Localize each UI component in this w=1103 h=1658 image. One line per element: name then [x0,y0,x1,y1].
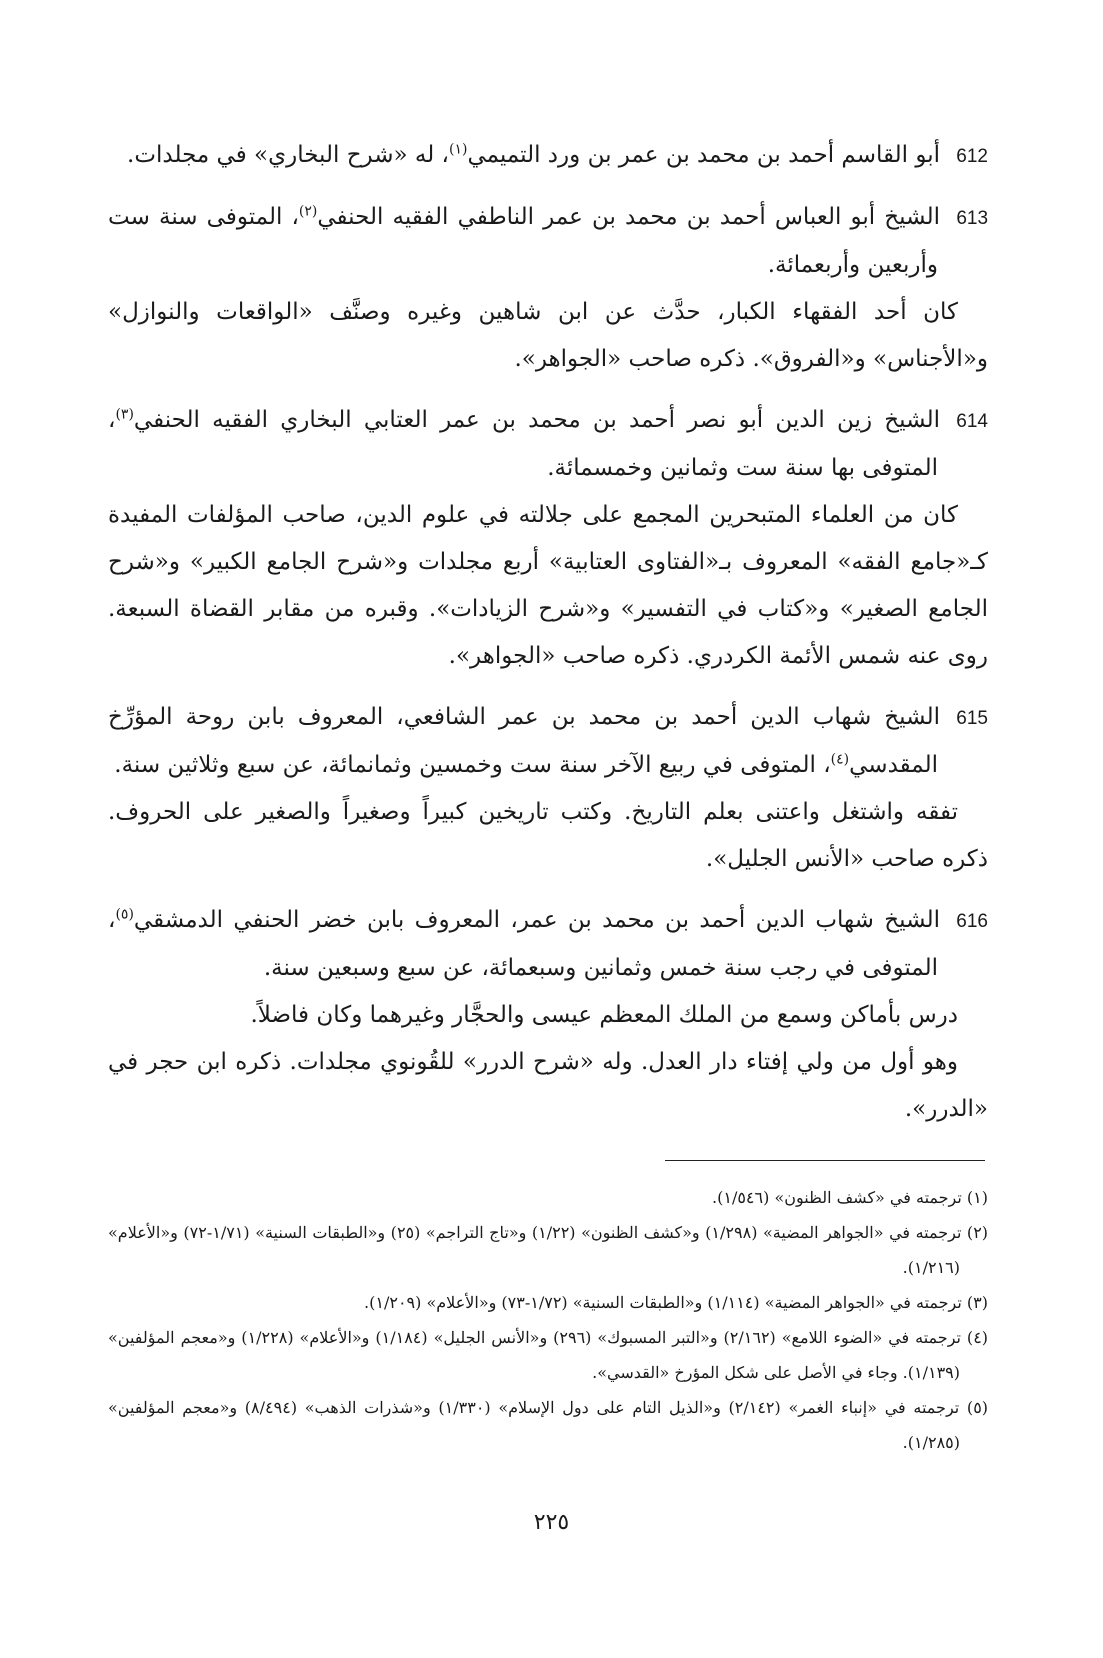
footnotes [108,1180,988,1460]
entry-number: 615 [956,708,988,729]
entry-paragraph: تفقه واشتغل واعتنى بعلم التاريخ. وكتب تاريخين كبيراً وصغيراً والصغير على الحروف. ذكره صاحب «الأنس الجليل». [108,799,988,872]
entry-heading-rest: ، المتوفى في رجب سنة خمس وثمانين وسبعمائة، عن سبع وسبعين سنة. [108,907,938,981]
footnote-ref: (٣) [115,406,134,423]
entry-number: 613 [956,208,989,229]
entry-paragraph: وهو أول من ولي إفتاء دار العدل. وله «شرح الدرر» للقُونوي مجلدات. ذكره ابن حجر في «الدرر». [108,1049,988,1122]
main-text [108,132,988,1147]
entry-name: الشيخ شهاب الدين أحمد بن محمد بن عمر، المعروف بابن خضر الحنفي الدمشقي [133,907,940,933]
entry-name: الشيخ أبو العباس أحمد بن محمد بن عمر الناطفي الفقيه الحنفي [317,204,941,230]
footnote-ref: (٥) [115,906,134,923]
entry-heading [108,194,988,289]
footnote-ref: (٢) [298,203,318,220]
entry-heading [108,897,988,992]
entry-heading [108,132,988,180]
entry-614 [108,397,988,680]
page-number: ٢٢٥ [533,1510,570,1535]
footnote-ref: (٤) [830,751,850,768]
footnote-separator [665,1160,985,1161]
entry-heading-rest: ، المتوفى سنة ست وأربعين وأربعمائة. [108,204,938,278]
entry-number: 612 [956,146,988,167]
entry-paragraph: درس بأماكن وسمع من الملك المعظم عيسى والحجَّار وغيرهما وكان فاضلاً. [250,1002,958,1028]
footnote: (٢) ترجمته في «الجواهر المضية» (١/٢٩٨) و«كشف الظنون» (١/٢٢) و«تاج التراجم» (٢٥) و«الطبقات السنية» (١/٧١-٧٢) و«الأعلام» (١/٢١٦). [108,1223,989,1277]
footnote: (١) ترجمته في «كشف الظنون» (١/٥٤٦). [712,1188,988,1207]
footnote: (٤) ترجمته في «الضوء اللامع» (٢/١٦٢) و«التبر المسبوك» (٢٩٦) و«الأنس الجليل» (١/١٨٤) و«الأعلام» (١/٢٢٨) و«معجم المؤلفين» (١/١٣٩). وجاء في الأصل على شكل المؤرخ «القدسي». [108,1328,989,1382]
footnote: (٥) ترجمته في «إنباء الغمر» (٢/١٤٢) و«الذيل التام على دول الإسلام» (١/٣٣٠) و«شذرات الذهب» (٨/٤٩٤) و«معجم المؤلفين» (١/٢٨٥). [108,1398,989,1452]
entry-paragraph: كان من العلماء المتبحرين المجمع على جلالته في علوم الدين، صاحب المؤلفات المفيدة كـ«جامع الفقه» المعروف بـ«الفتاوى العتابية» أربع مجلدات و«شرح الجامع الكبير» و«شرح الجامع الصغير» و«كتاب في التفسير» و«شرح الزيادات». وقبره من مقابر القضاة السبعة. روى عنه شمس الأئمة الكردري. ذكره صاحب «الجواهر». [108,502,988,669]
entry-616 [108,897,988,1133]
entry-613 [108,194,988,383]
footnote-ref: (١) [448,141,468,158]
footnote: (٣) ترجمته في «الجواهر المضية» (١/١١٤) و«الطبقات السنية» (١/٧٢-٧٣) و«الأعلام» (١/٢٠٩). [364,1293,988,1312]
entry-name: الشيخ زين الدين أبو نصر أحمد بن محمد بن عمر العتابي البخاري الفقيه الحنفي [133,407,940,433]
entry-612 [108,132,988,180]
entry-name: أبو القاسم أحمد بن محمد بن عمر بن ورد التميمي [467,142,940,168]
entry-number: 614 [956,411,988,432]
entry-paragraph: كان أحد الفقهاء الكبار، حدَّث عن ابن شاهين وغيره وصنَّف «الواقعات والنوازل» و«الأجناس» و«الفروق». ذكره صاحب «الجواهر». [108,299,988,372]
entry-heading-rest: ، له «شرح البخاري» في مجلدات. [127,142,449,168]
entry-name: الشيخ شهاب الدين أحمد بن محمد بن عمر الشافعي، المعروف بابن روحة المؤرِّخ المقدسي [108,704,940,778]
entry-heading-rest: ، المتوفى بها سنة ست وثمانين وخمسمائة. [108,407,938,481]
entry-615 [108,694,988,883]
entry-heading [108,694,988,789]
entry-heading-rest: ، المتوفى في ربيع الآخر سنة ست وخمسين وثمانمائة، عن سبع وثلاثين سنة. [114,752,831,778]
entry-heading [108,397,988,492]
entry-number: 616 [956,911,988,932]
